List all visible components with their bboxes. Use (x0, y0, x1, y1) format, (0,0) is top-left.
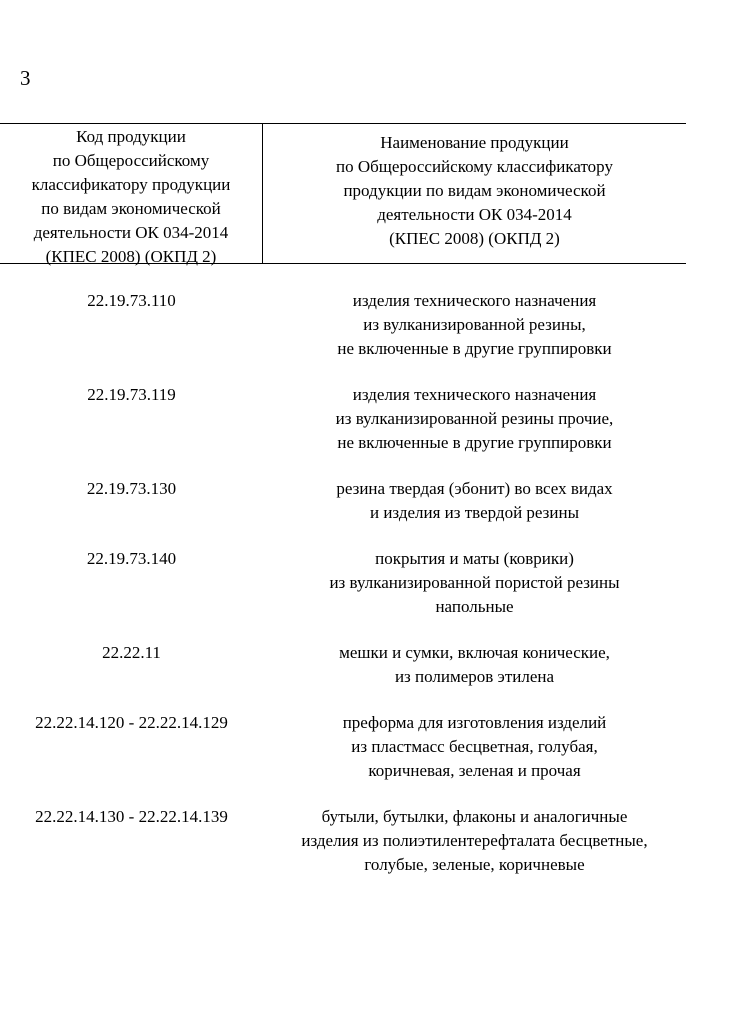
product-code: 22.22.11 (102, 643, 161, 662)
header-name-line: (КПЕС 2008) (ОКПД 2) (389, 228, 560, 248)
header-code-line: (КПЕС 2008) (ОКПД 2) (45, 247, 217, 266)
product-name-line: из пластмасс бесцветная, голубая, (351, 737, 598, 756)
page-number: 3 (20, 66, 31, 90)
product-name (263, 383, 686, 455)
table-row (0, 383, 686, 455)
product-name-line: из вулканизированной резины прочие, (335, 409, 614, 428)
header-name-line: продукции по видам экономической (343, 180, 606, 200)
product-name (263, 805, 686, 877)
product-code: 22.19.73.140 (86, 549, 177, 568)
table-row (0, 289, 686, 361)
header-code-line: классификатору продукции (31, 175, 231, 194)
product-name-line: изделия технического назначения (352, 385, 597, 404)
header-code-line: по видам экономической (41, 199, 221, 218)
product-name-line: бутыли, бутылки, флаконы и аналогичные (321, 807, 628, 826)
header-code-line: деятельности ОК 034-2014 (33, 223, 229, 242)
product-name (263, 477, 686, 525)
header-name-line: Наименование продукции (380, 132, 569, 152)
product-name-line: покрытия и маты (коврики) (375, 549, 574, 568)
product-code: 22.19.73.119 (87, 385, 176, 404)
product-name (263, 547, 686, 619)
product-code: 22.22.14.120 - 22.22.14.129 (35, 713, 228, 732)
product-name-line: не включенные в другие группировки (337, 339, 612, 358)
product-name-line: из вулканизированной резины, (363, 315, 586, 334)
product-name-line: не включенные в другие группировки (337, 433, 612, 452)
product-name-line: и изделия из твердой резины (369, 503, 580, 522)
header-code-line: по Общероссийскому (52, 151, 210, 170)
header-name-line: деятельности ОК 034-2014 (377, 204, 572, 224)
header-name-line: по Общероссийскому классификатору (336, 156, 613, 176)
product-code: 22.22.14.130 - 22.22.14.139 (35, 807, 228, 826)
product-name (263, 711, 686, 783)
product-name-line: изделия технического назначения (352, 291, 597, 310)
table-row (0, 477, 686, 525)
product-name-line: из вулканизированной пористой резины (329, 573, 620, 592)
product-code: 22.19.73.130 (86, 479, 177, 498)
product-name-line: преформа для изготовления изделий (342, 713, 607, 732)
product-name-line: изделия из полиэтилентерефталата бесцветные, (301, 831, 648, 850)
header-code-line: Код продукции (76, 127, 186, 146)
product-name-line: коричневая, зеленая и прочая (368, 761, 581, 780)
product-code: 22.19.73.110 (87, 291, 176, 310)
classification-table (0, 123, 686, 899)
table-row (0, 547, 686, 619)
product-name-line: напольные (435, 597, 514, 616)
product-name-line: мешки и сумки, включая конические, (339, 643, 610, 662)
table-header (0, 123, 686, 264)
table-row (0, 711, 686, 783)
product-name (263, 289, 686, 361)
header-code-cell (0, 124, 263, 266)
product-name-line: голубые, зеленые, коричневые (364, 855, 585, 874)
header-name-cell (263, 124, 686, 263)
table-body (0, 264, 686, 877)
product-name-line: из полимеров этилена (394, 667, 555, 686)
product-name-line: резина твердая (эбонит) во всех видах (336, 479, 613, 498)
table-row (0, 641, 686, 689)
product-name (263, 641, 686, 689)
table-row (0, 805, 686, 877)
